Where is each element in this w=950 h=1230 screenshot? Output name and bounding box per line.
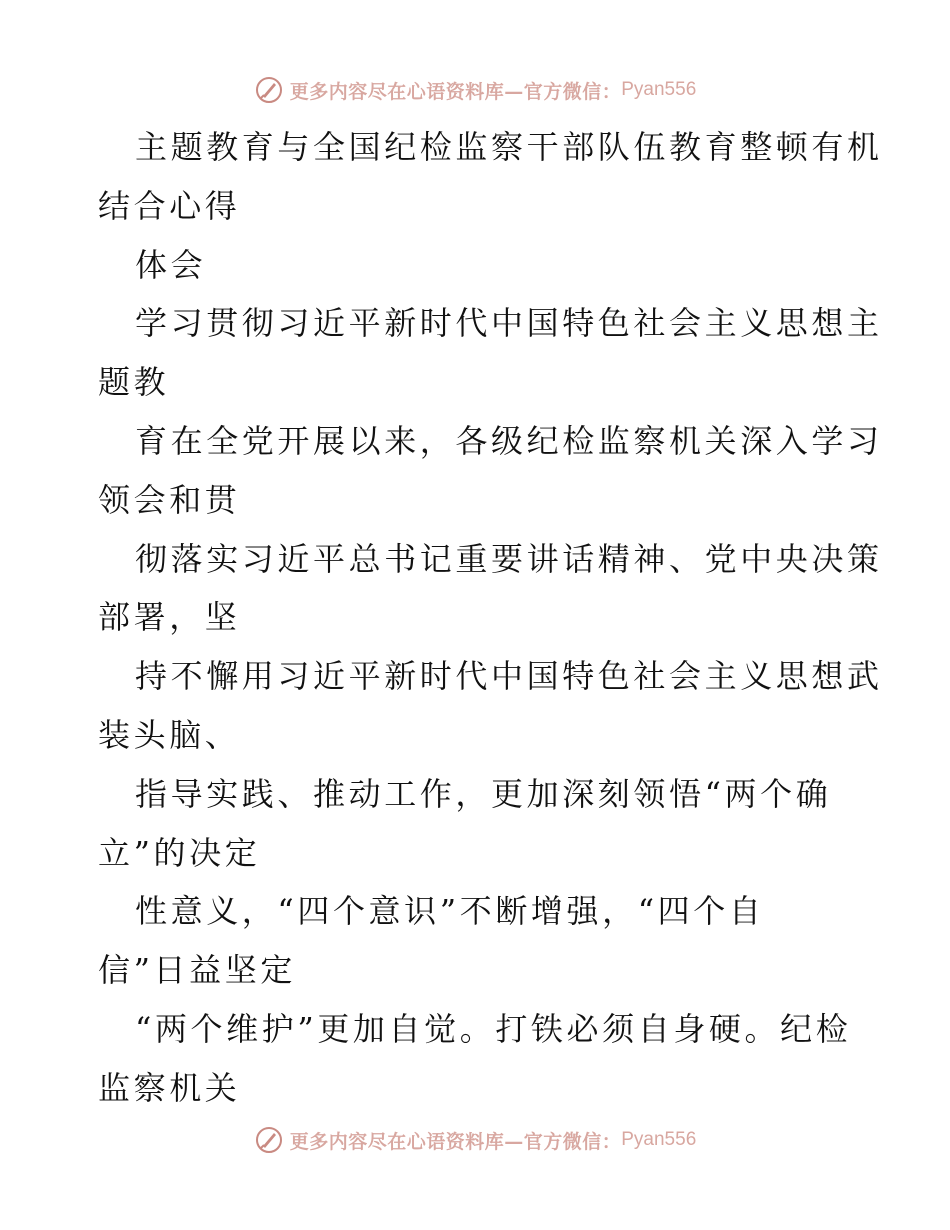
text-line: 题教 bbox=[98, 363, 170, 402]
title-line-2: 结合心得 bbox=[98, 186, 241, 225]
header-watermark bbox=[0, 70, 950, 110]
text-line: 监察机关 bbox=[98, 1068, 241, 1107]
text-line: 彻落实习近平总书记重要讲话精神、党中央决策 bbox=[135, 539, 883, 578]
text-line: “两个维护”更加自觉。打铁必须自身硬。纪检 bbox=[135, 1009, 852, 1048]
text-line: 装头脑、 bbox=[98, 715, 241, 754]
text-line: 领会和贯 bbox=[98, 480, 241, 519]
watermark-wechat-id: Pyan556 bbox=[621, 1129, 697, 1150]
text-line: 信”日益坚定 bbox=[98, 951, 296, 990]
watermark-text: 更多内容尽在心语资料库—官方微信： bbox=[289, 80, 622, 103]
text-line: 指导实践、推动工作，更加深刻领悟“两个确 bbox=[135, 774, 832, 813]
title-line-1: 主题教育与全国纪检监察干部队伍教育整顿有机 bbox=[135, 128, 883, 166]
feather-pen-circle-icon bbox=[254, 1125, 284, 1155]
text-line: 性意义，“四个意识”不断增强，“四个自 bbox=[135, 892, 765, 931]
feather-pen-circle-icon bbox=[254, 75, 284, 105]
watermark-wechat-id: Pyan556 bbox=[621, 79, 697, 100]
text-line: 育在全党开展以来，各级纪检监察机关深入学习 bbox=[135, 421, 883, 460]
text-line: 持不懈用习近平新时代中国特色社会主义思想武 bbox=[135, 657, 883, 696]
watermark-text: 更多内容尽在心语资料库—官方微信： bbox=[289, 1130, 622, 1153]
title-line-3: 体会 bbox=[135, 245, 207, 284]
text-line: 立”的决定 bbox=[98, 833, 261, 872]
text-line: 部署，坚 bbox=[98, 598, 241, 637]
text-line: 学习贯彻习近平新时代中国特色社会主义思想主 bbox=[135, 304, 883, 343]
footer-watermark bbox=[0, 1120, 950, 1160]
document-body bbox=[98, 118, 883, 1118]
